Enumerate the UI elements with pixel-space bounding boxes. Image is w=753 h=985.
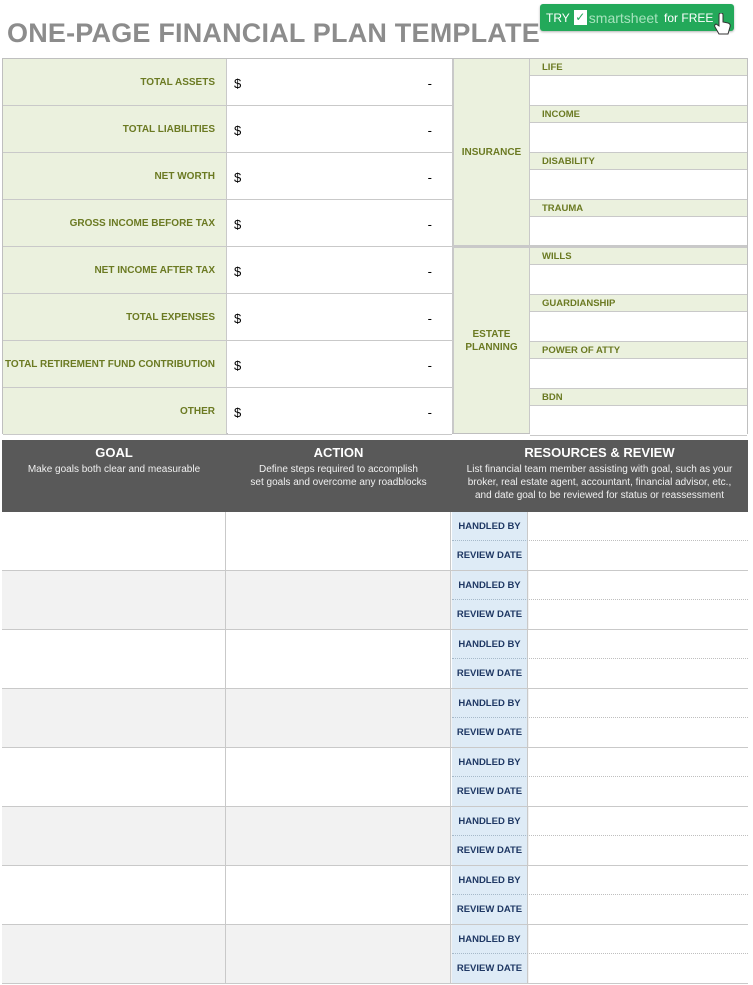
goal-cell[interactable] bbox=[2, 512, 226, 570]
handled-by-label: HANDLED BY bbox=[452, 512, 528, 541]
handled-by-field[interactable] bbox=[529, 925, 748, 954]
cta-try-label: TRY bbox=[546, 10, 570, 25]
review-date-field[interactable] bbox=[529, 836, 748, 865]
plan-row bbox=[2, 866, 748, 925]
estate-item-label: WILLS bbox=[530, 248, 747, 265]
handled-by-field[interactable] bbox=[529, 807, 748, 836]
financial-row bbox=[3, 294, 452, 341]
resources-desc-line1: List financial team member assisting with goal, such as your bbox=[466, 464, 733, 475]
goal-column-header bbox=[2, 440, 226, 512]
plan-table-header bbox=[2, 440, 748, 512]
try-smartsheet-button[interactable] bbox=[540, 4, 734, 31]
financial-row bbox=[3, 153, 452, 200]
estate-item-field[interactable] bbox=[530, 406, 747, 436]
financial-label-text: TOTAL RETIREMENT FUND CONTRIBUTION bbox=[5, 358, 215, 370]
financial-value-field[interactable] bbox=[228, 341, 452, 387]
insurance-item bbox=[530, 59, 747, 106]
insurance-item bbox=[530, 106, 747, 153]
financial-value: - bbox=[427, 311, 432, 326]
financial-label bbox=[3, 59, 227, 105]
financial-value-field[interactable] bbox=[228, 247, 452, 293]
action-title: ACTION bbox=[313, 445, 364, 460]
financial-row bbox=[3, 388, 452, 435]
financial-row bbox=[3, 59, 452, 106]
financial-row bbox=[3, 341, 452, 388]
financial-value: - bbox=[427, 358, 432, 373]
checkmark-icon: ✓ bbox=[575, 10, 586, 24]
action-description bbox=[226, 463, 451, 489]
financial-value-field[interactable] bbox=[228, 153, 452, 199]
handled-by-label: HANDLED BY bbox=[452, 748, 528, 777]
action-cell[interactable] bbox=[226, 571, 451, 629]
financial-label bbox=[3, 294, 227, 340]
handled-by-field[interactable] bbox=[529, 571, 748, 600]
cta-brand-label: smartsheet bbox=[588, 9, 659, 26]
action-desc-line2: set goals and overcome any roadblocks bbox=[250, 477, 427, 488]
handled-by-label: HANDLED BY bbox=[452, 925, 528, 954]
handled-by-field[interactable] bbox=[529, 748, 748, 777]
goal-cell[interactable] bbox=[2, 689, 226, 747]
handled-by-label: HANDLED BY bbox=[452, 571, 528, 600]
handled-by-field[interactable] bbox=[529, 866, 748, 895]
goal-cell[interactable] bbox=[2, 925, 226, 983]
handled-by-field[interactable] bbox=[529, 689, 748, 718]
plan-row bbox=[2, 571, 748, 630]
financial-label bbox=[3, 247, 227, 293]
insurance-item-label: TRAUMA bbox=[530, 200, 747, 217]
financial-value: - bbox=[427, 76, 432, 91]
action-column-header bbox=[226, 440, 451, 512]
plan-row bbox=[2, 925, 748, 984]
currency-symbol: $ bbox=[234, 217, 242, 232]
estate-item-label: GUARDIANSHIP bbox=[530, 295, 747, 312]
goal-description: Make goals both clear and measurable bbox=[27, 464, 201, 475]
plan-row bbox=[2, 689, 748, 748]
review-date-field[interactable] bbox=[529, 895, 748, 924]
review-date-label: REVIEW DATE bbox=[452, 954, 528, 983]
action-cell[interactable] bbox=[226, 807, 451, 865]
insurance-item-field[interactable] bbox=[530, 170, 747, 200]
financial-value-field[interactable] bbox=[228, 59, 452, 105]
financial-value: - bbox=[427, 170, 432, 185]
financial-row bbox=[3, 200, 452, 247]
currency-symbol: $ bbox=[234, 170, 242, 185]
financial-label bbox=[3, 200, 227, 246]
review-date-field[interactable] bbox=[529, 600, 748, 629]
goal-cell[interactable] bbox=[2, 748, 226, 806]
action-cell[interactable] bbox=[226, 866, 451, 924]
handled-by-label: HANDLED BY bbox=[452, 866, 528, 895]
estate-item bbox=[530, 389, 747, 436]
review-date-field[interactable] bbox=[529, 718, 748, 747]
review-date-field[interactable] bbox=[529, 777, 748, 806]
plan-row bbox=[2, 512, 748, 571]
goal-cell[interactable] bbox=[2, 807, 226, 865]
review-date-label: REVIEW DATE bbox=[452, 659, 528, 688]
insurance-item-label: LIFE bbox=[530, 59, 747, 76]
currency-symbol: $ bbox=[234, 264, 242, 279]
insurance-item bbox=[530, 153, 747, 200]
estate-item-label: BDN bbox=[530, 389, 747, 406]
handled-by-field[interactable] bbox=[529, 630, 748, 659]
review-date-label: REVIEW DATE bbox=[452, 777, 528, 806]
goal-cell[interactable] bbox=[2, 571, 226, 629]
insurance-item-label: DISABILITY bbox=[530, 153, 747, 170]
financial-row bbox=[3, 247, 452, 294]
handled-by-label: HANDLED BY bbox=[452, 807, 528, 836]
financial-label bbox=[3, 341, 227, 387]
insurance-item-field[interactable] bbox=[530, 76, 747, 106]
financial-label-text: NET INCOME AFTER TAX bbox=[94, 264, 215, 276]
review-date-field[interactable] bbox=[529, 659, 748, 688]
financial-value: - bbox=[427, 405, 432, 420]
review-date-label: REVIEW DATE bbox=[452, 836, 528, 865]
estate-item-field[interactable] bbox=[530, 265, 747, 295]
financial-label-text: GROSS INCOME BEFORE TAX bbox=[69, 217, 215, 229]
financial-label-text: NET WORTH bbox=[154, 170, 215, 182]
financial-value-field[interactable] bbox=[228, 294, 452, 340]
goal-cell[interactable] bbox=[2, 630, 226, 688]
financial-label-text: OTHER bbox=[180, 405, 215, 417]
financial-label-text: TOTAL EXPENSES bbox=[126, 311, 215, 323]
insurance-item-field[interactable] bbox=[530, 217, 747, 247]
insurance-item-field[interactable] bbox=[530, 123, 747, 153]
plan-row bbox=[2, 748, 748, 807]
review-date-label: REVIEW DATE bbox=[452, 895, 528, 924]
financial-label-text: TOTAL LIABILITIES bbox=[122, 123, 215, 135]
goal-title: GOAL bbox=[95, 445, 133, 460]
estate-item bbox=[530, 295, 747, 342]
resources-desc-line3: and date goal to be reviewed for status or reassessment bbox=[474, 490, 725, 501]
currency-symbol: $ bbox=[234, 358, 242, 373]
estate-planning-label bbox=[454, 248, 530, 433]
insurance-label bbox=[454, 59, 530, 245]
financial-label bbox=[3, 388, 227, 434]
review-date-field[interactable] bbox=[529, 954, 748, 983]
currency-symbol: $ bbox=[234, 405, 242, 420]
financial-value: - bbox=[427, 123, 432, 138]
resources-title: RESOURCES & REVIEW bbox=[524, 445, 675, 460]
plan-table bbox=[2, 440, 748, 982]
action-desc-line1: Define steps required to accomplish bbox=[259, 464, 418, 475]
currency-symbol: $ bbox=[234, 123, 242, 138]
estate-item-label: POWER OF ATTY bbox=[530, 342, 747, 359]
financial-value-field[interactable] bbox=[228, 106, 452, 152]
insurance-label-text: INSURANCE bbox=[461, 146, 522, 158]
financial-label-text: TOTAL ASSETS bbox=[140, 76, 215, 88]
financial-value: - bbox=[427, 217, 432, 232]
page-title: ONE-PAGE FINANCIAL PLAN TEMPLATE bbox=[7, 18, 540, 48]
estate-label-line1: ESTATE bbox=[472, 328, 511, 340]
plan-row bbox=[2, 630, 748, 689]
estate-item bbox=[530, 248, 747, 295]
goal-cell[interactable] bbox=[2, 866, 226, 924]
currency-symbol: $ bbox=[234, 76, 242, 91]
cta-free-label: for FREE bbox=[664, 10, 714, 25]
financial-label bbox=[3, 153, 227, 199]
resources-desc-line2: broker, real estate agent, accountant, financial advisor, etc., bbox=[467, 477, 732, 488]
action-cell[interactable] bbox=[226, 512, 451, 570]
financial-summary-table bbox=[2, 58, 748, 434]
action-cell[interactable] bbox=[226, 748, 451, 806]
financial-value-field[interactable] bbox=[228, 388, 452, 434]
handled-by-field[interactable] bbox=[529, 512, 748, 541]
review-date-label: REVIEW DATE bbox=[452, 600, 528, 629]
insurance-item bbox=[530, 200, 747, 247]
review-date-label: REVIEW DATE bbox=[452, 541, 528, 570]
estate-item-field[interactable] bbox=[530, 359, 747, 389]
plan-row bbox=[2, 807, 748, 866]
financial-label bbox=[3, 106, 227, 152]
action-cell[interactable] bbox=[226, 689, 451, 747]
estate-label-line2: PLANNING bbox=[465, 341, 518, 353]
action-cell[interactable] bbox=[226, 630, 451, 688]
review-date-field[interactable] bbox=[529, 541, 748, 570]
action-cell[interactable] bbox=[226, 925, 451, 983]
insurance-item-label: INCOME bbox=[530, 106, 747, 123]
financial-value-field[interactable] bbox=[228, 200, 452, 246]
review-date-label: REVIEW DATE bbox=[452, 718, 528, 747]
estate-item-field[interactable] bbox=[530, 312, 747, 342]
resources-description bbox=[451, 463, 748, 502]
handled-by-label: HANDLED BY bbox=[452, 630, 528, 659]
handled-by-label: HANDLED BY bbox=[452, 689, 528, 718]
estate-item bbox=[530, 342, 747, 389]
cursor-hand-icon bbox=[713, 13, 733, 35]
financial-value: - bbox=[427, 264, 432, 279]
currency-symbol: $ bbox=[234, 311, 242, 326]
resources-column-header bbox=[451, 440, 748, 512]
financial-row bbox=[3, 106, 452, 153]
